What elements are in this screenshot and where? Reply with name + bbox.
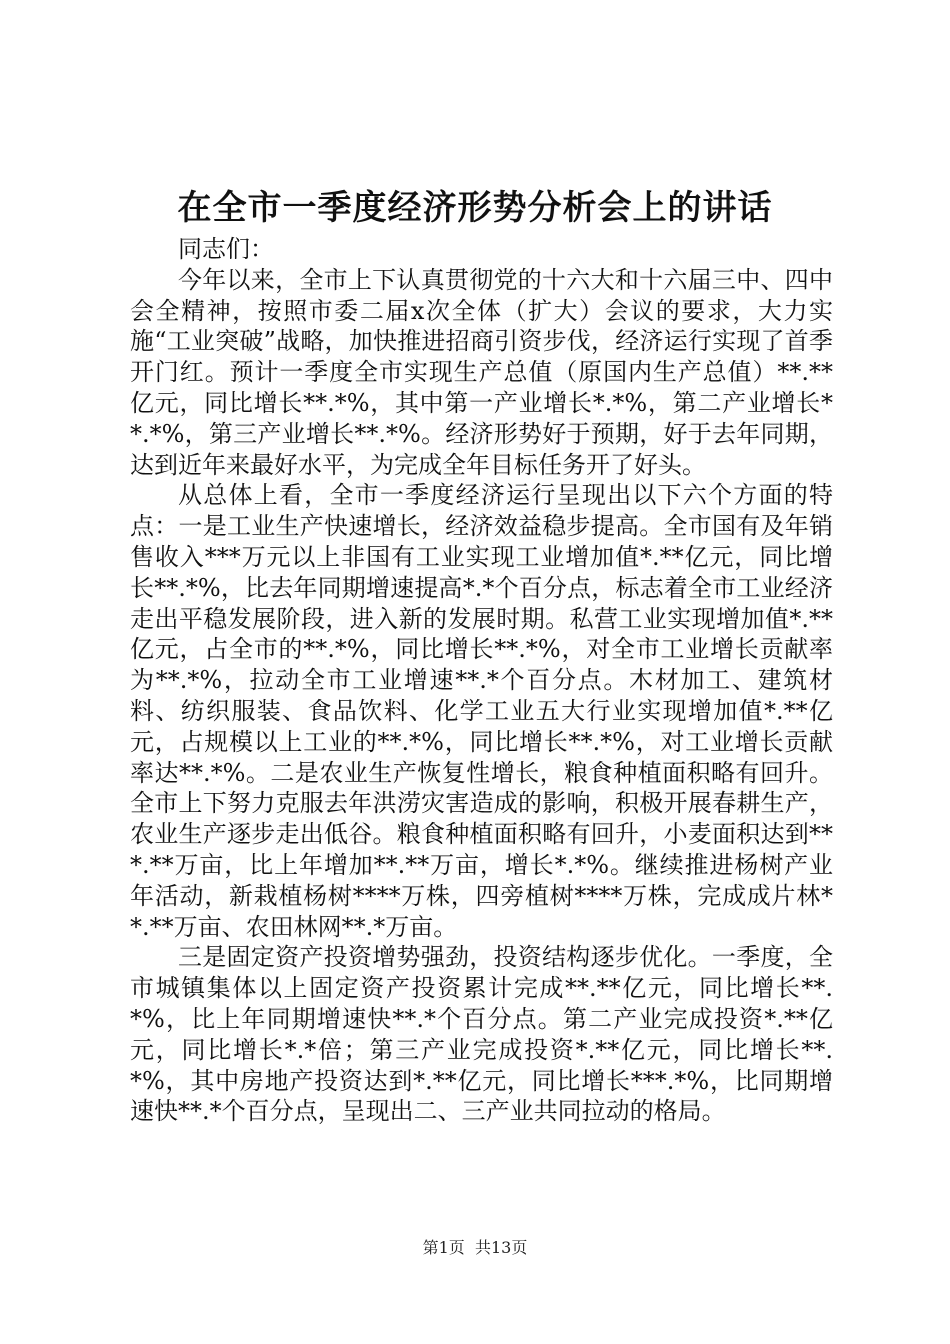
paragraph-2: 从总体上看，全市一季度经济运行呈现出以下六个方面的特点：一是工业生产快速增长，经济效益稳步提高。全市国有及年销售收入***万元以上非国有工业实现工业增加值*.**亿元，同比增长**.*%，比去年同期增速提高*.*个百分点，标志着全市工业经济走出平稳发展阶段，进入新的发展时期。私营工业实现增加值*.**亿元，占全市的**.*%，同比增长**.*%，对全市工业增长贡献率为**.*%，拉动全市工业增速**.*个百分点。木材加工、建筑材料、纺织服装、食品饮料、化学工业五大行业实现增加值*.**亿元，占规模以上工业的**.*%，同比增长**.*%，对工业增长贡献率达**.*%。二是农业生产恢复性增长，粮食种植面积略有回升。全市上下努力克服去年洪涝灾害造成的影响，积极开展春耕生产，农业生产逐步走出低谷。粮食种植面积略有回升，小麦面积达到***.**万亩，比上年增加**.**万亩，增长*.*%。继续推进杨树产业年活动，新栽植杨树****万株，四旁植树****万株，完成成片林**.**万亩、农田林网**.*万亩。 [130, 481, 833, 941]
greeting: 同志们： [178, 235, 274, 263]
footer-separator [465, 1238, 475, 1257]
paragraph-1: 今年以来，全市上下认真贯彻党的十六大和十六届三中、四中会全精神，按照市委二届x次全体（扩大）会议的要求，大力实施“工业突破”战略，加快推进招商引资步伐，经济运行实现了首季开门红。预计一季度全市实现生产总值（原国内生产总值）**.**亿元，同比增长**.*%，其中第一产业增长*.*%，第二产业增长**.*%，第三产业增长**.*%。经济形势好于预期，好于去年同期，达到近年来最好水平，为完成全年目标任务开了好头。 [130, 265, 833, 479]
page-title: 在全市一季度经济形势分析会上的讲话 [177, 188, 773, 228]
page-number: 第1页 [422, 1238, 465, 1257]
document-body [130, 234, 833, 1127]
page-total: 共13页 [474, 1238, 528, 1257]
paragraph-3: 三是固定资产投资增势强劲，投资结构逐步优化。一季度，全市城镇集体以上固定资产投资累计完成**.**亿元，同比增长**.*%，比上年同期增速快**.*个百分点。第二产业完成投资*.**亿元，同比增长*.*倍；第三产业完成投资*.**亿元，同比增长**.*%，其中房地产投资达到*.**亿元，同比增长***.*%，比同期增速快**.*个百分点，呈现出二、三产业共同拉动的格局。 [130, 943, 833, 1126]
page-footer [0, 1238, 950, 1258]
